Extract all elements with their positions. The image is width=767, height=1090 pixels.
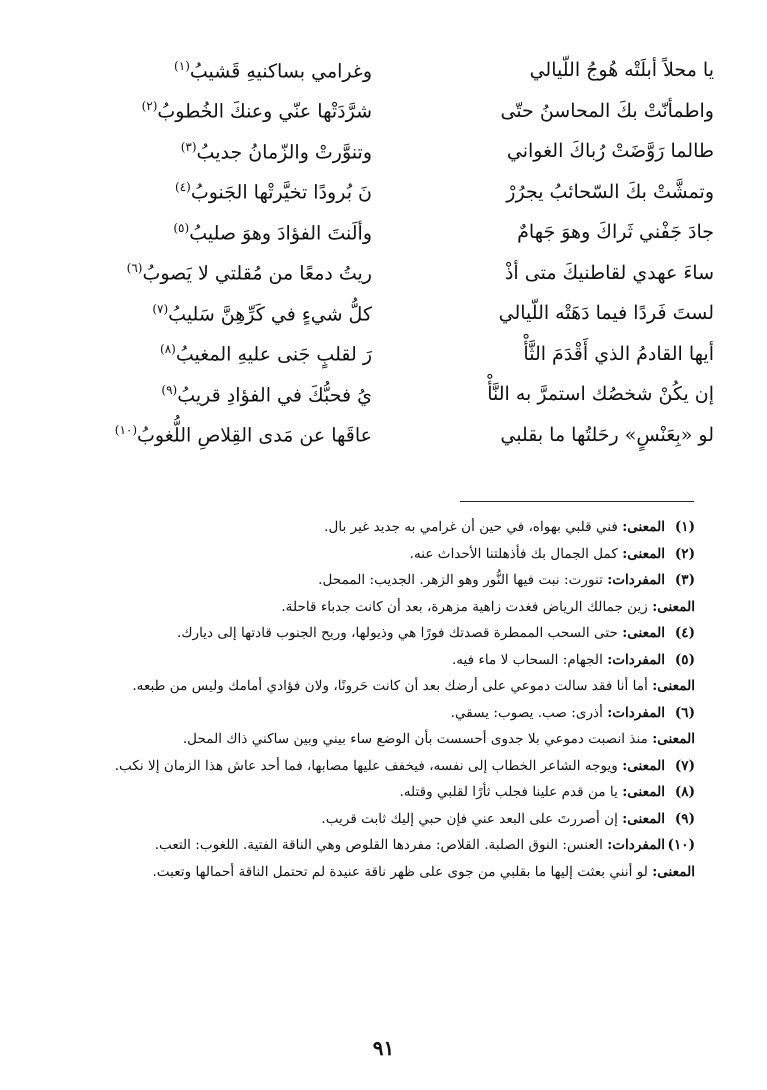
footnote-label: المعنى: bbox=[652, 598, 695, 615]
verse-second-text: نَ بُرودًا تخيَّرتْها الجَنوبُ bbox=[190, 181, 372, 204]
footnote-number: (٨) bbox=[674, 784, 695, 800]
footnote-text: فني قلبي بهواه، في حين أن غرامي به جديد غير بال. bbox=[324, 519, 618, 535]
footnote-label: المفردات: bbox=[607, 651, 665, 668]
verse-first-hemistich: لستَ فَردًا فيما دَهَتْه اللّيالي bbox=[498, 302, 714, 325]
verse-line bbox=[74, 374, 714, 415]
verse-line bbox=[74, 212, 714, 253]
footnote-line bbox=[70, 753, 695, 780]
verse-second-text: وتنوَّرتْ والزّمانُ جديبُ bbox=[196, 140, 372, 163]
footnote-text: كمل الجمال بك فأذهلتنا الأحداث عنه. bbox=[409, 545, 618, 562]
footnote-label: المفردات: bbox=[607, 704, 665, 721]
footnote-marker: (١) bbox=[174, 58, 190, 73]
footnote-line bbox=[70, 806, 695, 833]
footnote-line bbox=[70, 700, 695, 727]
verse-second-text: رَ لقلبٍ جَنى عليهِ المغيبُ bbox=[175, 343, 372, 366]
verse-second-text: عاقَها عن مَدى القِلاصِ اللُّغوبُ bbox=[137, 424, 372, 447]
footnote-marker: (٩) bbox=[161, 382, 178, 397]
verse-second-text: وألَنتَ الفؤادَ وهوَ صليبُ bbox=[189, 221, 372, 244]
verse-first-hemistich: يا محلاً أبلَتْه هُوجُ اللّيالي bbox=[529, 59, 714, 82]
verse-line bbox=[74, 131, 714, 172]
verse-second-hemistich bbox=[74, 261, 394, 284]
verse-first-hemistich: لو «بِعَنْسٍ» رحَلتُها ما بقلبي bbox=[500, 423, 714, 446]
footnote-text: يا من قدم علينا فجلب ثأرًا لقلبي وقتله. bbox=[399, 784, 618, 800]
footnote-line bbox=[70, 541, 695, 568]
verse-second-hemistich bbox=[74, 221, 394, 244]
footnote-marker: (٨) bbox=[160, 342, 176, 357]
footnote-text: تنورت: نبت فيها النُّور وهو الزهر. الجديب: الممحل. bbox=[318, 572, 603, 588]
footnote-text: أذرى: صب. يصوب: يسقي. bbox=[450, 704, 603, 721]
verse-line bbox=[74, 415, 714, 456]
verse-line bbox=[74, 293, 714, 334]
footnote-number: (٦) bbox=[674, 704, 695, 721]
footnote-line bbox=[70, 726, 695, 753]
footnote-number: (٢) bbox=[674, 545, 695, 562]
verse-second-hemistich bbox=[74, 99, 394, 122]
footnote-line bbox=[70, 620, 695, 647]
verse-line bbox=[74, 50, 714, 91]
footnote-text: العنس: النوق الصلبة. القلاص: مفردها القلوص وهي الناقة الفتية. اللغوب: التعب. bbox=[154, 837, 603, 853]
verse-line bbox=[74, 334, 714, 375]
verse-line bbox=[74, 91, 714, 132]
verse-second-text: شرَّدَتْها عنّي وعنكَ الخُطوبُ bbox=[157, 100, 372, 123]
verse-line bbox=[74, 253, 714, 294]
footnote-marker: (٣) bbox=[180, 139, 197, 154]
footnote-text: حتى السحب الممطرة قصدتك فورًا هي وذيولها، وريح الجنوب قادتها إلى ديارك. bbox=[177, 625, 618, 641]
verse-first-hemistich: إن يكُنْ شخصُك استمرَّ به النَّأْ bbox=[487, 383, 714, 406]
footnote-label: المعنى: bbox=[652, 731, 695, 747]
footnote-label: المعنى: bbox=[652, 863, 695, 880]
verse-second-hemistich bbox=[74, 342, 394, 365]
footnote-marker: (٤) bbox=[175, 180, 191, 195]
footnote-marker: (٢) bbox=[141, 99, 158, 114]
verse-first-hemistich: طالما رَوَّضَتْ رُباكَ الغواني bbox=[506, 140, 714, 163]
footnote-text: ويوجه الشاعر الخطاب إلى نفسه، فيخفف عليها مصابها، فما أحد عاش هذا الزمان إلا نكب. bbox=[114, 757, 618, 774]
footnote-text: إن أصررتَ على البعد عني فإن حبي إليك ثابت قريب. bbox=[321, 810, 618, 827]
footnote-label: المعنى: bbox=[622, 757, 665, 774]
verse-first-hemistich: جادَ جَفْني ثَراكَ وهوَ جَهامٌ bbox=[517, 221, 714, 244]
footnote-line bbox=[70, 673, 695, 700]
footnote-number: (١) bbox=[674, 519, 695, 535]
verse-second-hemistich bbox=[74, 59, 394, 82]
verse-second-hemistich bbox=[74, 423, 394, 446]
verse-second-hemistich bbox=[74, 383, 394, 406]
verse-second-text: ريتُ دمعًا من مُقلتي لا يَصوبُ bbox=[142, 262, 372, 285]
verse-line bbox=[74, 172, 714, 213]
footnote-divider bbox=[460, 501, 694, 502]
footnote-line bbox=[70, 567, 695, 594]
verse-second-text: وغرامي بساكنيهِ قَشيبُ bbox=[189, 59, 372, 82]
footnote-number: (٣) bbox=[674, 572, 695, 588]
footnote-label: المعنى: bbox=[622, 784, 665, 800]
footnotes bbox=[70, 514, 695, 885]
footnote-line bbox=[70, 832, 695, 859]
footnote-text: زين جمالك الرياض فغدت زاهية مزهرة، بعد أن كانت جدباء قاحلة. bbox=[281, 598, 648, 615]
footnote-text: منذ انصبت دموعي بلا جدوى أحسست بأن الوضع ساء بيني وبين ساكني ذاك المحل. bbox=[182, 731, 648, 747]
verse-second-hemistich bbox=[74, 302, 394, 325]
poem-verses bbox=[74, 50, 714, 455]
footnote-line bbox=[70, 859, 695, 886]
footnote-number: (٩) bbox=[674, 810, 695, 827]
footnote-text: لو أنني بعثت إليها ما بقلبي من جوى على ظهر ناقة عنيدة لم تحتمل الناقة أحمالها وتعبت. bbox=[152, 863, 648, 880]
verse-second-text: كلُّ شيءٍ في كَرِّهِنَّ سَليبُ bbox=[168, 302, 372, 325]
footnote-number: (١٠) bbox=[667, 837, 695, 853]
page-number: ٩١ bbox=[372, 1036, 395, 1060]
verse-second-hemistich bbox=[74, 180, 394, 203]
verse-first-hemistich: وتمشَّتْ بكَ السّحائبُ يجرُرْ bbox=[506, 180, 714, 203]
footnote-number: (٧) bbox=[674, 757, 695, 774]
footnote-marker: (١٠) bbox=[114, 423, 138, 438]
footnote-label: المعنى: bbox=[652, 678, 695, 694]
footnote-number: (٥) bbox=[674, 651, 695, 668]
footnote-number: (٤) bbox=[674, 625, 695, 641]
footnote-marker: (٦) bbox=[126, 261, 143, 276]
footnote-label: المفردات: bbox=[607, 572, 665, 588]
verse-second-hemistich bbox=[74, 140, 394, 163]
footnote-text: أما أنا فقد سالت دموعي على أرضك بعد أن كانت حَرونًا، ولان فؤادي أمامك وليس من طبعه. bbox=[132, 678, 648, 694]
footnote-label: المفردات: bbox=[607, 837, 665, 853]
footnote-line bbox=[70, 779, 695, 806]
verse-first-hemistich: ساءَ عهدي لقاطنيكَ متى أذْ bbox=[504, 261, 714, 284]
footnote-marker: (٥) bbox=[173, 220, 190, 235]
footnote-line bbox=[70, 647, 695, 674]
verse-second-text: يُ فحبُّكَ في الفؤادِ قريبُ bbox=[177, 383, 372, 406]
footnote-text: الجهام: السحاب لا ماء فيه. bbox=[451, 651, 603, 668]
footnote-marker: (٧) bbox=[152, 301, 169, 316]
verse-first-hemistich: أيها القادمُ الذي أَقْدَمَ الثَّأْ bbox=[523, 342, 714, 365]
footnote-label: المعنى: bbox=[622, 625, 665, 641]
footnote-label: المعنى: bbox=[622, 519, 665, 535]
footnote-line bbox=[70, 514, 695, 541]
footnote-label: المعنى: bbox=[622, 545, 665, 562]
footnote-label: المعنى: bbox=[622, 810, 665, 827]
verse-first-hemistich: واطمأنّتْ بكَ المحاسنُ حتّى bbox=[500, 99, 714, 122]
footnote-line bbox=[70, 594, 695, 621]
